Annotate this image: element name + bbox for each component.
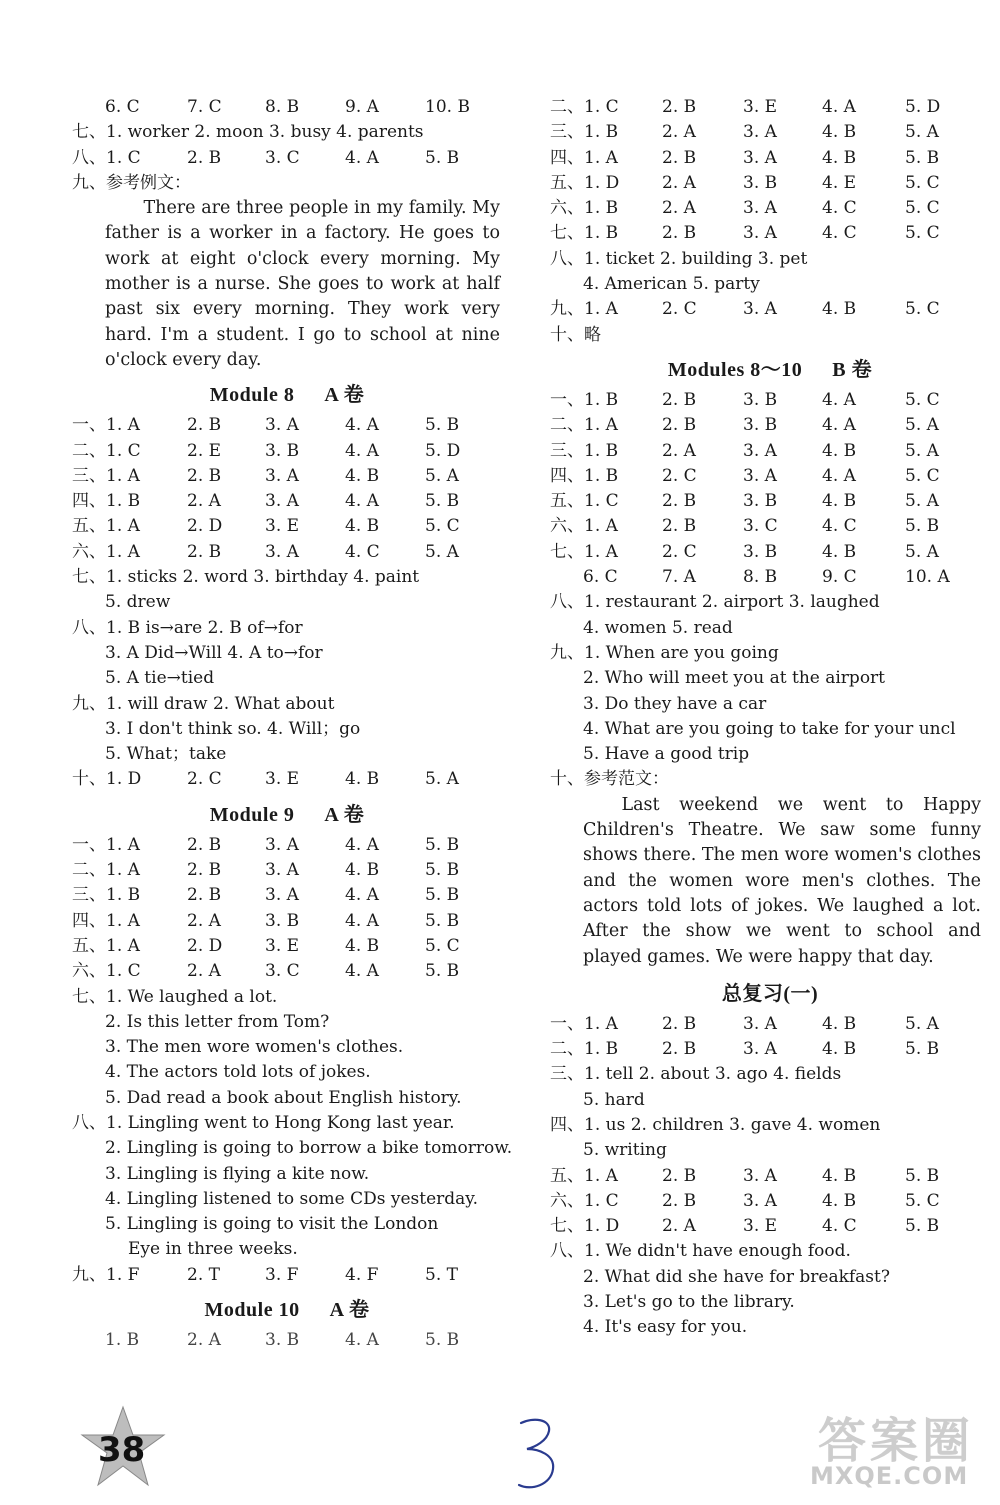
answer-cell: 2. C: [662, 299, 697, 320]
answer-cell: 2. B: [662, 1165, 697, 1186]
answer-line: 七、1. worker 2. moon 3. busy 4. parents: [72, 122, 424, 143]
answer-cell: 9. A: [345, 97, 379, 117]
answer-cell: 2. B: [662, 1039, 697, 1060]
answer-cell: 2. A: [662, 440, 696, 461]
answer-row: [550, 120, 990, 145]
answer-cell: 2. B: [662, 147, 697, 168]
answer-cell: 3. A: [743, 1013, 777, 1034]
left-column: [72, 95, 513, 1353]
answer-cell: 2. C: [187, 769, 222, 790]
answer-line: 3. Lingling is flying a kite now.: [105, 1163, 370, 1184]
previous-section-answers: [550, 95, 990, 247]
answer-row: [550, 514, 990, 539]
answer-cell: 4. A: [822, 97, 856, 117]
module8-answers: [72, 413, 502, 565]
answer-cell: 六、1. A: [550, 516, 618, 537]
answer-cell: 4. C: [822, 516, 857, 537]
answer-cell: 2. B: [662, 223, 697, 244]
answer-cell: 二、1. A: [72, 860, 140, 881]
answer-line: 四、1. us 2. children 3. gave 4. women: [550, 1114, 881, 1135]
answer-row: [72, 413, 502, 438]
answer-cell: 5. B: [425, 910, 460, 931]
answer-row: [550, 221, 990, 246]
answer-line: 3. Do they have a car: [583, 693, 767, 714]
answer-cell: 五、1. A: [72, 516, 140, 537]
answer-cell: 3. A: [743, 465, 777, 486]
answer-cell: 5. A: [905, 1013, 939, 1034]
answer-cell: 5. C: [905, 172, 940, 193]
answer-line: 3. I don't think so. 4. Will；go: [105, 718, 361, 739]
answer-line: 5. Have a good trip: [583, 744, 750, 765]
answer-line: 4. Lingling listened to some CDs yesterday.: [105, 1188, 479, 1209]
answer-row: [550, 1164, 990, 1189]
answer-cell: 5. A: [425, 541, 459, 562]
answer-line: 十、略: [550, 324, 601, 345]
handwritten-three-icon: [513, 1415, 563, 1495]
answer-line: 2. What did she have for breakfast?: [583, 1266, 890, 1287]
answer-cell: 3. A: [265, 491, 299, 512]
answer-cell: 十、1. D: [72, 769, 142, 790]
answer-cell: 4. A: [345, 440, 379, 461]
answer-cell: 4. B: [345, 860, 380, 881]
answer-row: [72, 464, 502, 489]
answer-cell: 3. E: [265, 516, 300, 537]
answer-cell: 二、1. C: [550, 97, 619, 117]
answer-cell: 2. B: [662, 415, 697, 436]
answer-cell: 4. B: [345, 516, 380, 537]
answer-cell: 3. B: [743, 415, 778, 436]
answer-cell: 5. B: [905, 1039, 940, 1060]
answer-line: 4. The actors told lots of jokes.: [105, 1062, 371, 1083]
answer-line: 5. What；take: [105, 744, 227, 765]
answer-cell: 2. B: [187, 541, 222, 562]
answer-line: 4. American 5. party: [583, 274, 760, 295]
answer-cell: 2. B: [187, 834, 222, 855]
module9-answers: [72, 833, 502, 985]
answer-cell: 5. A: [905, 415, 939, 436]
answer-cell: 5. B: [905, 147, 940, 168]
answer-cell: 4. B: [822, 440, 857, 461]
answer-cell: 三、1. B: [550, 122, 619, 143]
answer-line: 七、1. We laughed a lot.: [72, 986, 278, 1007]
answer-cell: 5. C: [905, 299, 940, 320]
answer-cell: 4. A: [345, 147, 379, 168]
paper-label: B 卷: [832, 358, 873, 381]
answer-cell: 5. C: [425, 516, 460, 537]
answer-row: [550, 464, 990, 489]
answer-cell: 3. C: [265, 147, 300, 168]
answer-line: 3. Let's go to the library.: [583, 1292, 795, 1313]
answer-row: [72, 439, 502, 464]
answer-cell: 7. A: [662, 567, 696, 588]
answer-cell: 3. B: [265, 1330, 300, 1351]
answer-cell: 4. B: [822, 1013, 857, 1034]
answer-cell: 4. E: [822, 172, 857, 193]
answer-row: [72, 909, 502, 934]
answer-row: [72, 489, 502, 514]
answer-cell: 2. B: [662, 97, 697, 117]
answer-cell: 5. A: [905, 541, 939, 562]
answer-cell: 5. D: [425, 440, 461, 461]
answer-cell: 2. B: [187, 465, 222, 486]
answer-cell: 6. C: [583, 567, 618, 588]
answer-row: [72, 95, 502, 120]
answer-cell: 六、1. B: [550, 198, 619, 219]
answer-cell: 2. A: [662, 198, 696, 219]
answer-cell: 七、1. A: [550, 541, 618, 562]
answer-cell: 5. A: [425, 769, 459, 790]
answer-cell: 一、1. B: [550, 389, 619, 410]
answer-cell: 3. E: [265, 769, 300, 790]
answer-cell: 4. B: [822, 491, 857, 512]
answer-cell: 3. A: [743, 440, 777, 461]
answer-row: [550, 146, 990, 171]
answer-cell: 四、1. A: [550, 147, 618, 168]
answer-cell: 3. B: [743, 389, 778, 410]
answer-row: [550, 1214, 990, 1239]
answer-cell: 3. E: [743, 1216, 778, 1237]
answer-cell: 3. A: [743, 1165, 777, 1186]
answer-cell: 5. C: [905, 389, 940, 410]
answer-cell: 3. C: [743, 516, 778, 537]
answer-cell: 3. A: [743, 1039, 777, 1060]
answer-cell: 4. B: [345, 769, 380, 790]
answer-row: [550, 297, 990, 322]
answer-cell: 5. T: [425, 1264, 458, 1285]
answer-cell: 3. E: [265, 935, 300, 956]
answer-cell: 一、1. A: [72, 415, 140, 436]
answer-row: [72, 514, 502, 539]
answer-cell: 一、1. A: [72, 834, 140, 855]
answer-line: 4. It's easy for you.: [583, 1317, 748, 1338]
answer-line: 2. Is this letter from Tom?: [105, 1011, 330, 1032]
answer-row: [550, 1012, 990, 1037]
answer-cell: 2. B: [187, 147, 222, 168]
page-number: 38: [98, 1430, 146, 1470]
answer-cell: 4. B: [822, 541, 857, 562]
answer-cell: 4. A: [345, 910, 379, 931]
answer-row: [72, 858, 502, 883]
paper-label: A 卷: [324, 384, 365, 407]
answer-cell: 1. B: [105, 1330, 140, 1351]
answer-cell: 2. B: [662, 1190, 697, 1211]
review-answers-a: [550, 1012, 990, 1063]
answer-cell: 4. B: [822, 1190, 857, 1211]
answer-row: [550, 171, 990, 196]
answer-cell: 3. B: [265, 910, 300, 931]
answer-cell: 四、1. A: [72, 910, 140, 931]
answer-cell: 3. A: [743, 299, 777, 320]
answer-cell: 3. A: [265, 860, 299, 881]
answer-cell: 4. F: [345, 1264, 379, 1285]
answer-row: [72, 959, 502, 984]
answer-cell: 4. A: [345, 1330, 379, 1351]
answer-line: 八、1. We didn't have enough food.: [550, 1241, 851, 1262]
answer-cell: 四、1. B: [550, 465, 619, 486]
module-title: 总复习(一): [721, 982, 819, 1005]
answer-row: [550, 95, 990, 120]
answer-line: 5. A tie→tied: [105, 668, 215, 689]
answer-cell: 5. B: [425, 1330, 460, 1351]
answer-cell: 5. A: [905, 122, 939, 143]
answer-cell: 六、1. C: [550, 1190, 619, 1211]
answer-cell: 7. C: [187, 97, 222, 117]
answer-cell: 5. D: [905, 97, 941, 117]
answer-line: 5. drew: [105, 592, 171, 613]
answer-cell: 3. A: [743, 147, 777, 168]
answer-cell: 九、1. F: [72, 1264, 140, 1285]
answer-cell: 4. B: [345, 465, 380, 486]
answer-cell: 2. B: [187, 885, 222, 906]
answer-cell: 2. E: [187, 440, 222, 461]
answer-cell: 5. B: [905, 516, 940, 537]
answer-cell: 2. B: [662, 516, 697, 537]
answer-cell: 五、1. D: [550, 172, 620, 193]
answer-cell: 2. B: [187, 860, 222, 881]
answer-cell: 2. C: [662, 465, 697, 486]
answer-row: [550, 489, 990, 514]
answer-cell: 8. B: [265, 97, 300, 117]
answer-cell: 3. A: [265, 834, 299, 855]
answer-cell: 3. B: [265, 440, 300, 461]
answer-cell: 4. C: [345, 541, 380, 562]
answer-cell: 5. B: [425, 147, 460, 168]
answer-cell: 4. B: [822, 1165, 857, 1186]
answer-cell: 4. B: [345, 935, 380, 956]
answer-row: [72, 934, 502, 959]
answer-line: 九、1. will draw 2. What about: [72, 693, 335, 714]
answer-row: [550, 1189, 990, 1214]
answer-cell: 2. T: [187, 1264, 220, 1285]
answer-cell: 五、1. A: [550, 1165, 618, 1186]
module-heading: [72, 1292, 502, 1328]
answer-cell: 3. E: [743, 97, 778, 117]
answer-cell: 5. B: [425, 885, 460, 906]
answer-cell: 2. A: [187, 1330, 221, 1351]
answer-cell: 4. C: [822, 223, 857, 244]
answer-line: 5. hard: [583, 1089, 645, 1110]
module-title: Module 10: [204, 1299, 300, 1322]
answer-row: [550, 1037, 990, 1062]
watermark-logo: 答案圈: [818, 1413, 975, 1469]
answer-cell: 4. A: [345, 415, 379, 436]
answer-cell: 四、1. B: [72, 491, 141, 512]
answer-cell: 2. A: [662, 1216, 696, 1237]
answer-cell: 九、1. A: [550, 299, 618, 320]
answer-cell: 5. C: [905, 465, 940, 486]
answer-cell: 2. B: [662, 1013, 697, 1034]
answer-cell: 4. A: [345, 491, 379, 512]
handwritten-mark: [513, 1415, 563, 1495]
answer-cell: 2. C: [662, 541, 697, 562]
answer-cell: 4. C: [822, 198, 857, 219]
watermark-url: MXQE.COM: [810, 1462, 969, 1490]
answer-row: [550, 388, 990, 413]
answer-cell: 3. C: [265, 961, 300, 982]
sample-essay: Last weekend we went to Happy Children's Theatre. We saw some funny shows there. The men wore women's clothes and the women wore men's clothes. The actors told lots of jokes. We laughed a lot. After the show we went to school and played games. We were happy that day.: [583, 794, 981, 967]
answer-line: 4. What are you going to take for your uncl: [583, 718, 956, 739]
essay-label: 十、参考范文：: [550, 769, 669, 790]
answer-cell: 9. C: [822, 567, 857, 588]
answer-cell: 5. A: [425, 465, 459, 486]
answer-cell: 4. B: [822, 122, 857, 143]
answer-cell: 3. A: [265, 465, 299, 486]
answer-cell: 5. B: [425, 491, 460, 512]
page-number-badge: [78, 1405, 168, 1495]
answer-cell: 五、1. C: [550, 491, 619, 512]
answer-cell: 5. B: [425, 860, 460, 881]
answer-cell: 六、1. A: [72, 541, 140, 562]
answer-cell: 3. B: [743, 541, 778, 562]
answer-line: Eye in three weeks.: [128, 1239, 298, 1260]
answer-row: [72, 883, 502, 908]
module-heading: [550, 976, 990, 1012]
answer-line: 八、1. Lingling went to Hong Kong last year.: [72, 1112, 455, 1133]
answer-row: [550, 439, 990, 464]
answer-cell: 3. A: [743, 1190, 777, 1211]
answer-cell: 三、1. B: [550, 440, 619, 461]
answer-cell: 5. A: [905, 491, 939, 512]
answer-cell: 3. A: [743, 122, 777, 143]
answer-cell: 3. B: [743, 491, 778, 512]
answer-cell: 4. C: [822, 1216, 857, 1237]
answer-cell: 五、1. A: [72, 935, 140, 956]
answer-cell: 5. C: [905, 1190, 940, 1211]
answer-cell: 二、1. B: [550, 1039, 619, 1060]
answer-cell: 5. B: [905, 1165, 940, 1186]
answer-cell: 3. F: [265, 1264, 299, 1285]
answer-cell: 4. A: [822, 389, 856, 410]
answer-cell: 二、1. C: [72, 440, 141, 461]
module-heading: [72, 377, 502, 413]
answer-line: 3. A Did→Will 4. A to→for: [105, 642, 323, 663]
answer-line: 2. Lingling is going to borrow a bike tomorrow.: [105, 1138, 513, 1159]
answer-line: 七、1. sticks 2. word 3. birthday 4. paint: [72, 567, 420, 588]
answer-cell: 2. B: [662, 389, 697, 410]
answer-cell: 2. D: [187, 935, 223, 956]
answer-row: [550, 413, 990, 438]
answer-cell: 2. A: [187, 961, 221, 982]
module-title: Module 8: [209, 384, 295, 407]
answer-cell: 4. B: [822, 299, 857, 320]
sample-essay: There are three people in my family. My father is a worker in a factory. He goes to work at eight o'clock every morning. My mother is a nurse. She goes to work at half past six every morning. They work very hard. I'm a student. I go to school at nine o'clock every day.: [105, 198, 500, 370]
answer-line: 八、1. B is→are 2. B of→for: [72, 617, 303, 638]
answer-cell: 10. A: [905, 567, 950, 588]
answer-row: [72, 540, 502, 565]
answer-cell: 3. A: [265, 541, 299, 562]
answer-cell: 6. C: [105, 97, 140, 117]
module-title: Module 9: [209, 803, 295, 826]
answer-row: [72, 833, 502, 858]
module-title: Modules 8～10: [667, 358, 803, 381]
answer-row: [550, 196, 990, 221]
answer-cell: 2. A: [187, 491, 221, 512]
answer-line: 5. Dad read a book about English history.: [105, 1087, 462, 1108]
answer-cell: 5. C: [905, 223, 940, 244]
answer-cell: 3. A: [743, 198, 777, 219]
answer-cell: 2. B: [662, 491, 697, 512]
answer-cell: 六、1. C: [72, 961, 141, 982]
answer-line: 三、1. tell 2. about 3. ago 4. fields: [550, 1064, 842, 1085]
answer-cell: 3. A: [265, 415, 299, 436]
answer-cell: 4. B: [822, 1039, 857, 1060]
answer-cell: 2. B: [187, 415, 222, 436]
answer-line: 4. women 5. read: [583, 617, 733, 638]
answer-cell: 3. B: [743, 172, 778, 193]
answer-cell: 2. A: [662, 172, 696, 193]
answer-cell: 七、1. D: [550, 1216, 620, 1237]
answer-cell: 三、1. B: [72, 885, 141, 906]
answer-row: [72, 1328, 502, 1353]
answer-cell: 2. A: [662, 122, 696, 143]
paper-label: A 卷: [324, 803, 365, 826]
answer-cell: 8. B: [743, 567, 778, 588]
answer-row: [72, 1263, 502, 1288]
answer-cell: 2. A: [187, 910, 221, 931]
answer-cell: 5. C: [425, 935, 460, 956]
answer-row: [72, 767, 502, 792]
answer-row: [550, 565, 990, 590]
answer-cell: 4. A: [822, 465, 856, 486]
answer-row: [72, 146, 502, 171]
answer-cell: 5. B: [425, 834, 460, 855]
answer-cell: 4. A: [345, 961, 379, 982]
answer-cell: 5. B: [905, 1216, 940, 1237]
answer-cell: 5. B: [425, 415, 460, 436]
right-column: [550, 95, 990, 1341]
answer-cell: 10. B: [425, 97, 470, 117]
answer-line: 九、1. When are you going: [550, 642, 779, 663]
answer-cell: 二、1. A: [550, 415, 618, 436]
answer-line: 八、1. restaurant 2. airport 3. laughed: [550, 592, 880, 613]
answer-cell: 一、1. A: [550, 1013, 618, 1034]
answer-line: 5. writing: [583, 1140, 667, 1161]
answer-cell: 4. B: [822, 147, 857, 168]
answer-cell: 4. A: [822, 415, 856, 436]
review-answers-b: [550, 1164, 990, 1240]
answer-line: 2. Who will meet you at the airport: [583, 668, 886, 689]
answer-line: 八、1. ticket 2. building 3. pet: [550, 248, 808, 269]
answer-cell: 八、1. C: [72, 147, 141, 168]
paper-label: A 卷: [329, 1299, 370, 1322]
answer-cell: 七、1. B: [550, 223, 619, 244]
essay-label: 九、参考例文：: [72, 172, 191, 193]
module-heading: [72, 797, 502, 833]
answer-cell: 3. A: [743, 223, 777, 244]
answer-cell: 5. C: [905, 198, 940, 219]
watermark: [800, 1402, 1000, 1502]
answer-cell: 2. D: [187, 516, 223, 537]
answer-cell: 4. A: [345, 834, 379, 855]
answer-cell: 5. B: [425, 961, 460, 982]
answer-cell: 4. A: [345, 885, 379, 906]
answer-cell: 5. A: [905, 440, 939, 461]
module-heading: [550, 352, 990, 388]
answer-cell: 三、1. A: [72, 465, 140, 486]
answer-row: [550, 540, 990, 565]
answer-cell: 3. A: [265, 885, 299, 906]
modules8-10-answers: [550, 388, 990, 590]
answer-line: 5. Lingling is going to visit the London: [105, 1214, 439, 1235]
answer-line: 3. The men wore women's clothes.: [105, 1037, 404, 1058]
